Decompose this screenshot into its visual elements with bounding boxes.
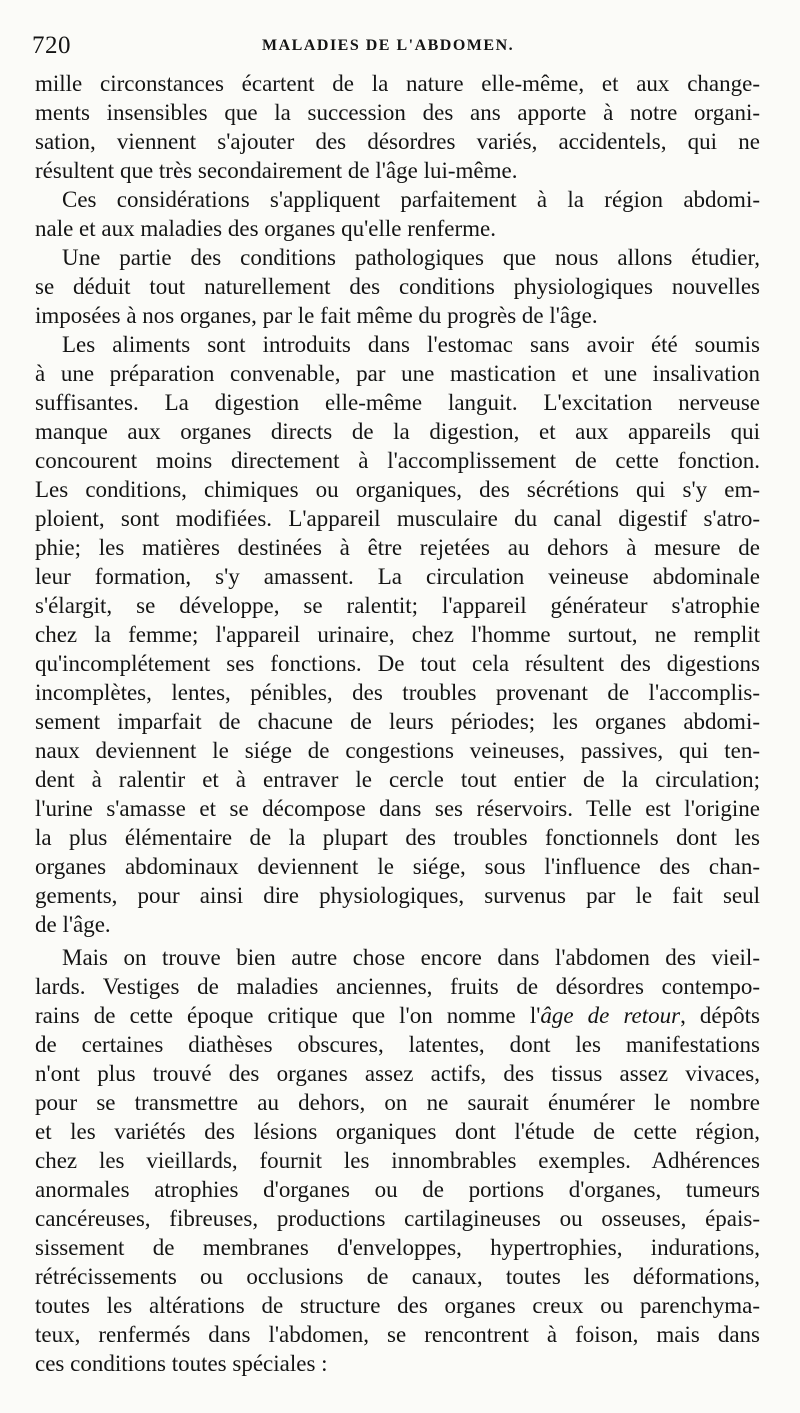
text-line: pour se transmettre au dehors, on ne saurait énumérer le nombre bbox=[35, 1090, 760, 1115]
page-header bbox=[32, 32, 760, 62]
paragraph bbox=[35, 243, 760, 330]
text-line: Les conditions, chimiques ou organiques, des sécrétions qui s'y em- bbox=[35, 477, 760, 502]
text-line: se déduit tout naturellement des conditions physiologiques nouvelles bbox=[35, 274, 760, 299]
text-line: l'urine s'amasse et se décompose dans ses réservoirs. Telle est l'origine bbox=[35, 796, 760, 821]
text-run: rains de cette époque critique que l'on nomme l' bbox=[35, 1003, 541, 1028]
text-line: la plus élémentaire de la plupart des troubles fonctionnels dont les bbox=[35, 825, 760, 850]
text-line: Les aliments sont introduits dans l'estomac sans avoir été soumis bbox=[62, 332, 760, 357]
text-line: leur formation, s'y amassent. La circulation veineuse abdominale bbox=[35, 564, 760, 589]
text-line: de certaines diathèses obscures, latentes, dont les manifestations bbox=[35, 1032, 760, 1057]
text-line: naux deviennent le siége de congestions veineuses, passives, qui ten- bbox=[35, 738, 760, 763]
text-line: chez les vieillards, fournit les innombrables exemples. Adhérences bbox=[35, 1148, 760, 1173]
text-line: chez la femme; l'appareil urinaire, chez l'homme surtout, ne remplit bbox=[35, 622, 760, 647]
text-line: sement imparfait de chacune de leurs périodes; les organes abdomi- bbox=[35, 709, 760, 734]
text-line: ments insensibles que la succession des ans apporte à notre organi- bbox=[35, 100, 760, 125]
text-line: toutes les altérations de structure des organes creux ou parenchyma- bbox=[35, 1293, 760, 1318]
text-line: sissement de membranes d'enveloppes, hypertrophies, indurations, bbox=[35, 1235, 760, 1260]
paragraph bbox=[35, 330, 760, 939]
text-line: Mais on trouve bien autre chose encore dans l'abdomen des vieil- bbox=[62, 945, 760, 970]
text-line: à une préparation convenable, par une mastication et une insalivation bbox=[35, 361, 760, 386]
text-line: résultent que très secondairement de l'âge lui-même. bbox=[35, 158, 518, 183]
text-line: teux, renfermés dans l'abdomen, se rencontrent à foison, mais dans bbox=[35, 1322, 760, 1347]
paragraph bbox=[35, 185, 760, 243]
text-line: de l'âge. bbox=[35, 912, 111, 937]
text-line: s'élargit, se développe, se ralentit; l'appareil générateur s'atrophie bbox=[35, 593, 760, 618]
text-line: Ces considérations s'appliquent parfaitement à la région abdomi- bbox=[62, 187, 760, 212]
text-line: organes abdominaux deviennent le siége, sous l'influence des chan- bbox=[35, 854, 760, 879]
text-line: concourent moins directement à l'accomplissement de cette fonction. bbox=[35, 448, 760, 473]
text-line: imposées à nos organes, par le fait même du progrès de l'âge. bbox=[35, 303, 598, 328]
text-line: ploient, sont modifiées. L'appareil musculaire du canal digestif s'atro- bbox=[35, 506, 760, 531]
text-line: ces conditions toutes spéciales : bbox=[35, 1351, 328, 1376]
text-line: incomplètes, lentes, pénibles, des troubles provenant de l'accomplis- bbox=[35, 680, 760, 705]
text-line: Une partie des conditions pathologiques que nous allons étudier, bbox=[62, 245, 760, 270]
text-line: n'ont plus trouvé des organes assez actifs, des tissus assez vivaces, bbox=[35, 1061, 760, 1086]
paragraph bbox=[35, 69, 760, 185]
text-line bbox=[35, 1001, 760, 1030]
text-line: rétrécissements ou occlusions de canaux, toutes les déformations, bbox=[35, 1264, 760, 1289]
text-line: nale et aux maladies des organes qu'elle renferme. bbox=[35, 216, 496, 241]
text-line: mille circonstances écartent de la nature elle-même, et aux change- bbox=[35, 71, 760, 96]
text-line: suffisantes. La digestion elle-même languit. L'excitation nerveuse bbox=[35, 390, 760, 415]
text-line: lards. Vestiges de maladies anciennes, fruits de désordres contempo- bbox=[35, 974, 760, 999]
page-number: 720 bbox=[32, 32, 71, 59]
text-run: , dépôts bbox=[680, 1003, 760, 1028]
running-head: MALADIES DE L'ABDOMEN. bbox=[262, 37, 515, 54]
text-line: cancéreuses, fibreuses, productions cartilagineuses ou osseuses, épais- bbox=[35, 1206, 760, 1231]
text-line: sation, viennent s'ajouter des désordres variés, accidentels, qui ne bbox=[35, 129, 760, 154]
paragraph bbox=[35, 943, 760, 1378]
text-line: anormales atrophies d'organes ou de portions d'organes, tumeurs bbox=[35, 1177, 760, 1202]
text-line: dent à ralentir et à entraver le cercle tout entier de la circulation; bbox=[35, 767, 760, 792]
text-line: phie; les matières destinées à être rejetées au dehors à mesure de bbox=[35, 535, 760, 560]
body-text bbox=[35, 69, 760, 1378]
italic-phrase: âge de retour bbox=[540, 1003, 681, 1028]
text-line: et les variétés des lésions organiques dont l'étude de cette région, bbox=[35, 1119, 760, 1144]
text-line: manque aux organes directs de la digestion, et aux appareils qui bbox=[35, 419, 760, 444]
text-line: qu'incomplétement ses fonctions. De tout cela résultent des digestions bbox=[35, 651, 760, 676]
text-line: gements, pour ainsi dire physiologiques, survenus par le fait seul bbox=[35, 883, 760, 908]
